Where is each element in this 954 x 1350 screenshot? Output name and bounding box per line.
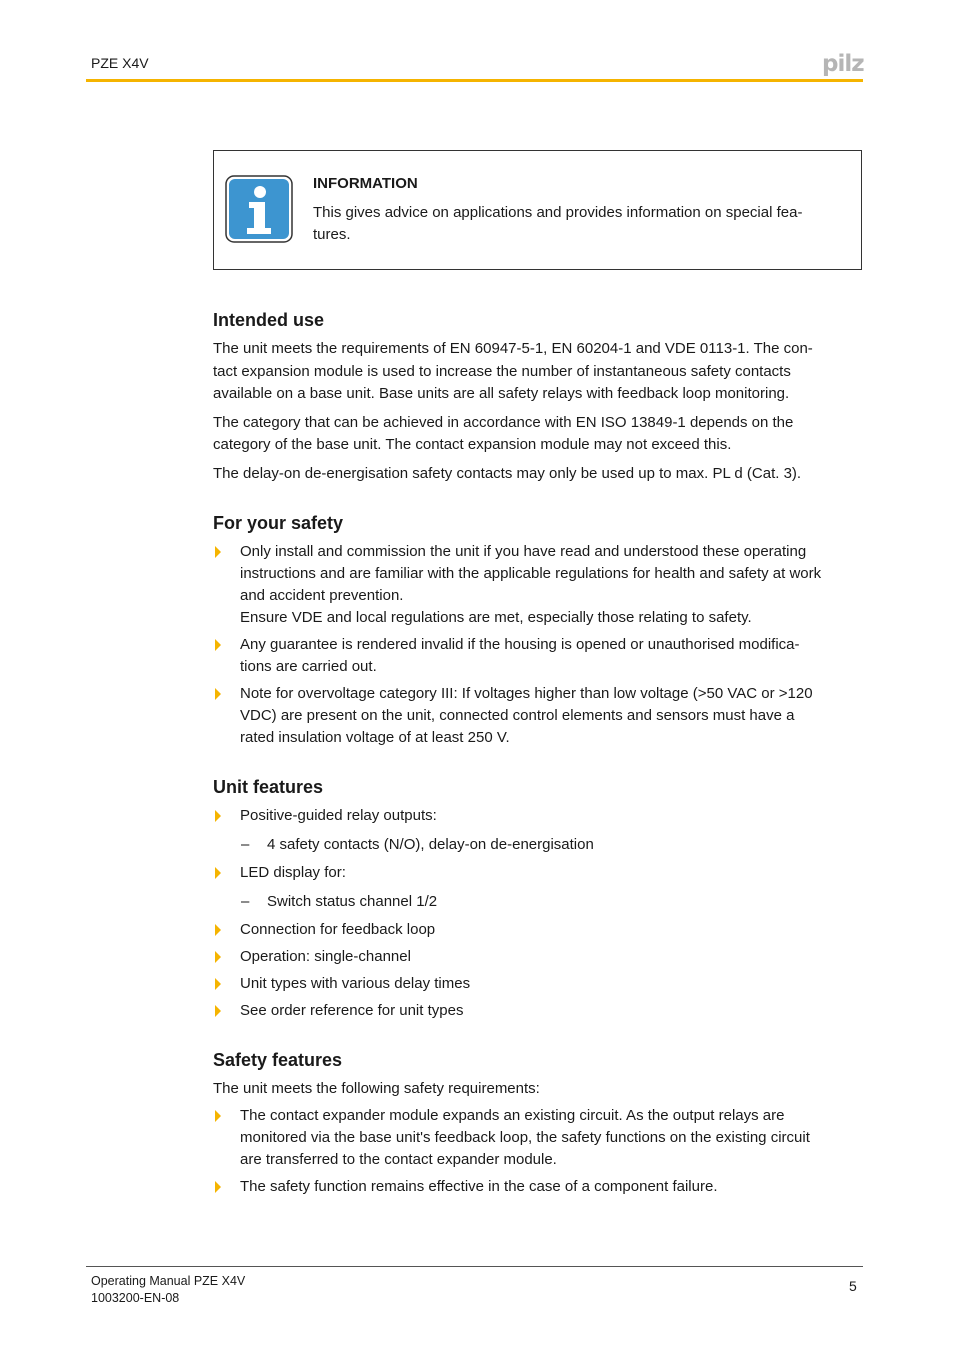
list-item: The safety function remains effective in the case of a component failure. (213, 1176, 863, 1198)
bullet-arrow-icon (215, 688, 221, 700)
header-rule (86, 79, 863, 82)
section-intended-use (213, 308, 863, 485)
footer-rule (86, 1266, 863, 1267)
list-item: The contact expander module expands an existing circuit. As the output relays are monitored via the base unit's feedback loop, the safety functions on the existing circuit are transferred to the contact expander module. (213, 1105, 863, 1171)
list-item: See order reference for unit types (213, 1000, 863, 1022)
main-content (213, 308, 863, 1224)
info-text: This gives advice on applications and provides information on special fea- tures. (313, 204, 803, 243)
heading-safety-features: Safety features (213, 1050, 343, 1070)
paragraph: The unit meets the following safety requirements: (213, 1080, 540, 1097)
sub-list-item: – Switch status channel 1/2 (241, 893, 438, 910)
list-item: Note for overvoltage category III: If voltages higher than low voltage (>50 VAC or >120 VDC) are present on the unit, connected control elements and sensors must have a rated insulation voltage of at least 250 V. (213, 683, 863, 749)
bullet-arrow-icon (215, 810, 221, 822)
information-box (213, 150, 862, 270)
section-unit-features (213, 775, 863, 1022)
page-header-title: PZE X4V (91, 55, 149, 71)
footer-manual-title: Operating Manual PZE X4V (91, 1274, 246, 1288)
heading-intended-use: Intended use (213, 310, 325, 330)
heading-unit-features: Unit features (213, 777, 324, 797)
paragraph: The delay-on de-energisation safety contacts may only be used up to max. PL d (Cat. 3). (213, 464, 802, 482)
bullet-arrow-icon (215, 1110, 221, 1122)
paragraph: The category that can be achieved in accordance with EN ISO 13849-1 depends on the category of the base unit. The contact expansion module may not exceed this. (213, 413, 794, 453)
sub-list-item: – 4 safety contacts (N/O), delay-on de-energisation (241, 836, 594, 853)
bullet-arrow-icon (215, 951, 221, 963)
bullet-arrow-icon (215, 1181, 221, 1193)
section-safety-features (213, 1048, 863, 1198)
list-item: Operation: single-channel (213, 946, 863, 968)
list-item: LED display for: – Switch status channel 1/2 (213, 862, 863, 913)
bullet-arrow-icon (215, 978, 221, 990)
info-icon (225, 175, 293, 243)
bullet-arrow-icon (215, 867, 221, 879)
bullet-arrow-icon (215, 1005, 221, 1017)
info-heading: INFORMATION (313, 175, 418, 192)
pilz-logo (822, 50, 864, 78)
footer-info (91, 1273, 245, 1307)
list-item: Positive-guided relay outputs: – 4 safety contacts (N/O), delay-on de-energisation (213, 805, 863, 856)
heading-for-your-safety: For your safety (213, 513, 344, 533)
list-item: Unit types with various delay times (213, 973, 863, 995)
page-number: 5 (849, 1278, 857, 1294)
bullet-arrow-icon (215, 639, 221, 651)
bullet-arrow-icon (215, 924, 221, 936)
bullet-arrow-icon (215, 546, 221, 558)
paragraph: The unit meets the requirements of EN 60947-5-1, EN 60204-1 and VDE 0113-1. The con- tact expansion module is used to increase the number of instantaneous safety contacts available on a base unit. Base units are all safety relays with feedback loop monitoring. (213, 340, 813, 402)
list-item: Any guarantee is rendered invalid if the housing is opened or unauthorised modifica- tions are carried out. (213, 634, 863, 678)
svg-text:pilz: pilz (822, 51, 864, 77)
list-item: Only install and commission the unit if you have read and understood these operating instructions and are familiar with the applicable regulations for health and safety at work and accident prevention. Ensure VDE and local regulations are met, especially those relating to safety. (213, 541, 863, 629)
footer-doc-number: 1003200-EN-08 (91, 1291, 180, 1305)
section-for-your-safety (213, 511, 863, 749)
list-item: Connection for feedback loop (213, 919, 863, 941)
